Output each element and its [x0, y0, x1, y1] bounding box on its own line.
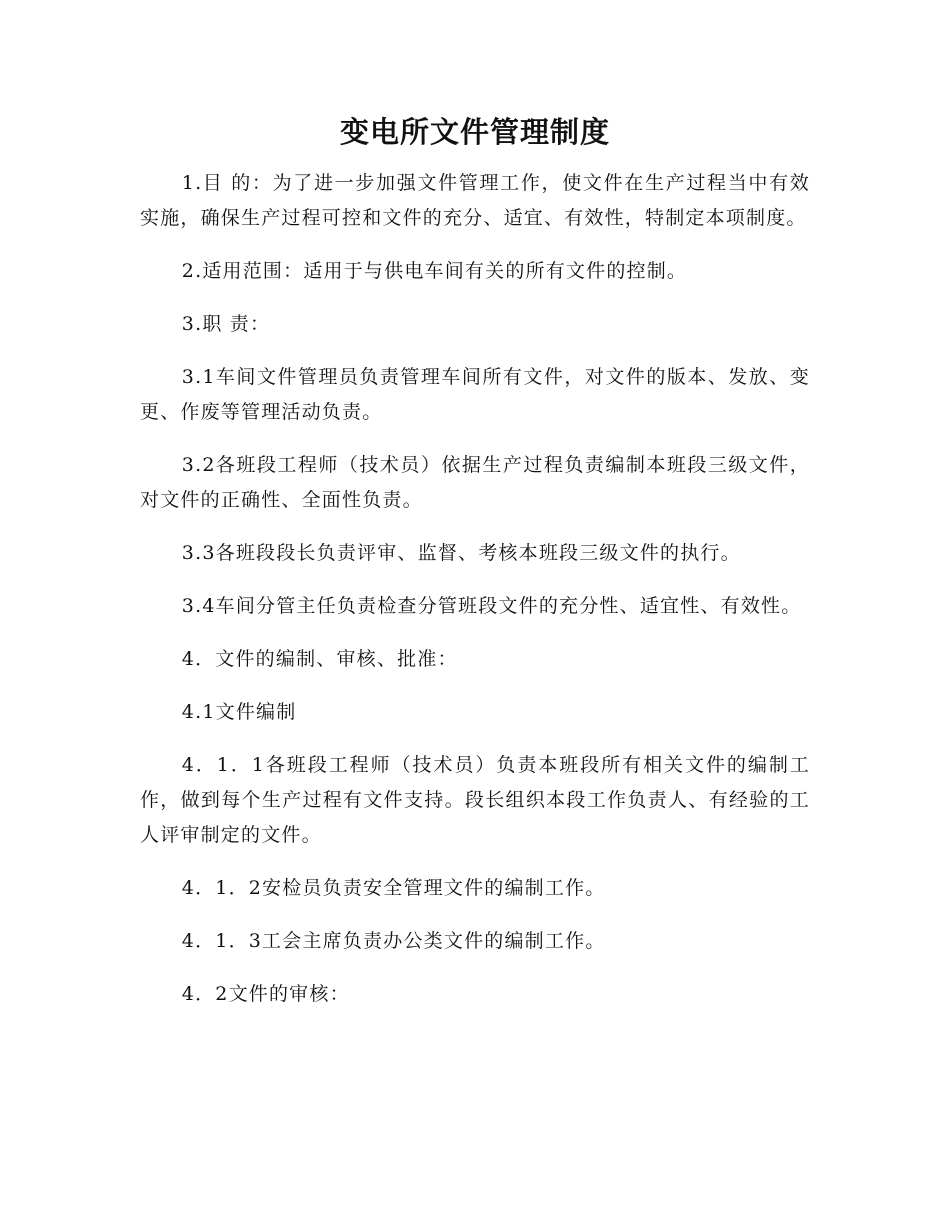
paragraph-4-1-3: 4．1．3工会主席负责办公类文件的编制工作。: [181, 930, 606, 952]
paragraph-4-2: 4．2文件的审核：: [181, 983, 350, 1005]
document-title: 变电所文件管理制度: [339, 115, 610, 149]
document-body: [140, 166, 810, 1012]
paragraph-3-2: 3.2各班段工程师（技术员）依据生产过程负责编制本班段三级文件，对文件的正确性、全面性负责。: [140, 454, 810, 511]
paragraph-responsibilities: 3.职 责：: [181, 313, 271, 335]
paragraph-purpose: 1.目 的：为了进一步加强文件管理工作，使文件在生产过程当中有效实施，确保生产过程可控和文件的充分、适宜、有效性，特制定本项制度。: [140, 172, 810, 229]
paragraph-3-3: 3.3各班段段长负责评审、监督、考核本班段三级文件的执行。: [181, 542, 741, 564]
paragraph-3-1: 3.1车间文件管理员负责管理车间所有文件，对文件的版本、发放、变更、作废等管理活动负责。: [140, 366, 810, 423]
paragraph-4: 4．文件的编制、审核、批准：: [181, 648, 458, 670]
paragraph-3-4: 3.4车间分管主任负责检查分管班段文件的充分性、适宜性、有效性。: [181, 595, 802, 617]
paragraph-4-1-1: 4．1．1各班段工程师（技术员）负责本班段所有相关文件的编制工作，做到每个生产过程有文件支持。段长组织本段工作负责人、有经验的工人评审制定的文件。: [140, 754, 810, 846]
paragraph-4-1-2: 4．1．2安检员负责安全管理文件的编制工作。: [181, 877, 606, 899]
paragraph-4-1: 4.1文件编制: [181, 701, 297, 723]
paragraph-scope: 2.适用范围：适用于与供电车间有关的所有文件的控制。: [181, 260, 688, 282]
